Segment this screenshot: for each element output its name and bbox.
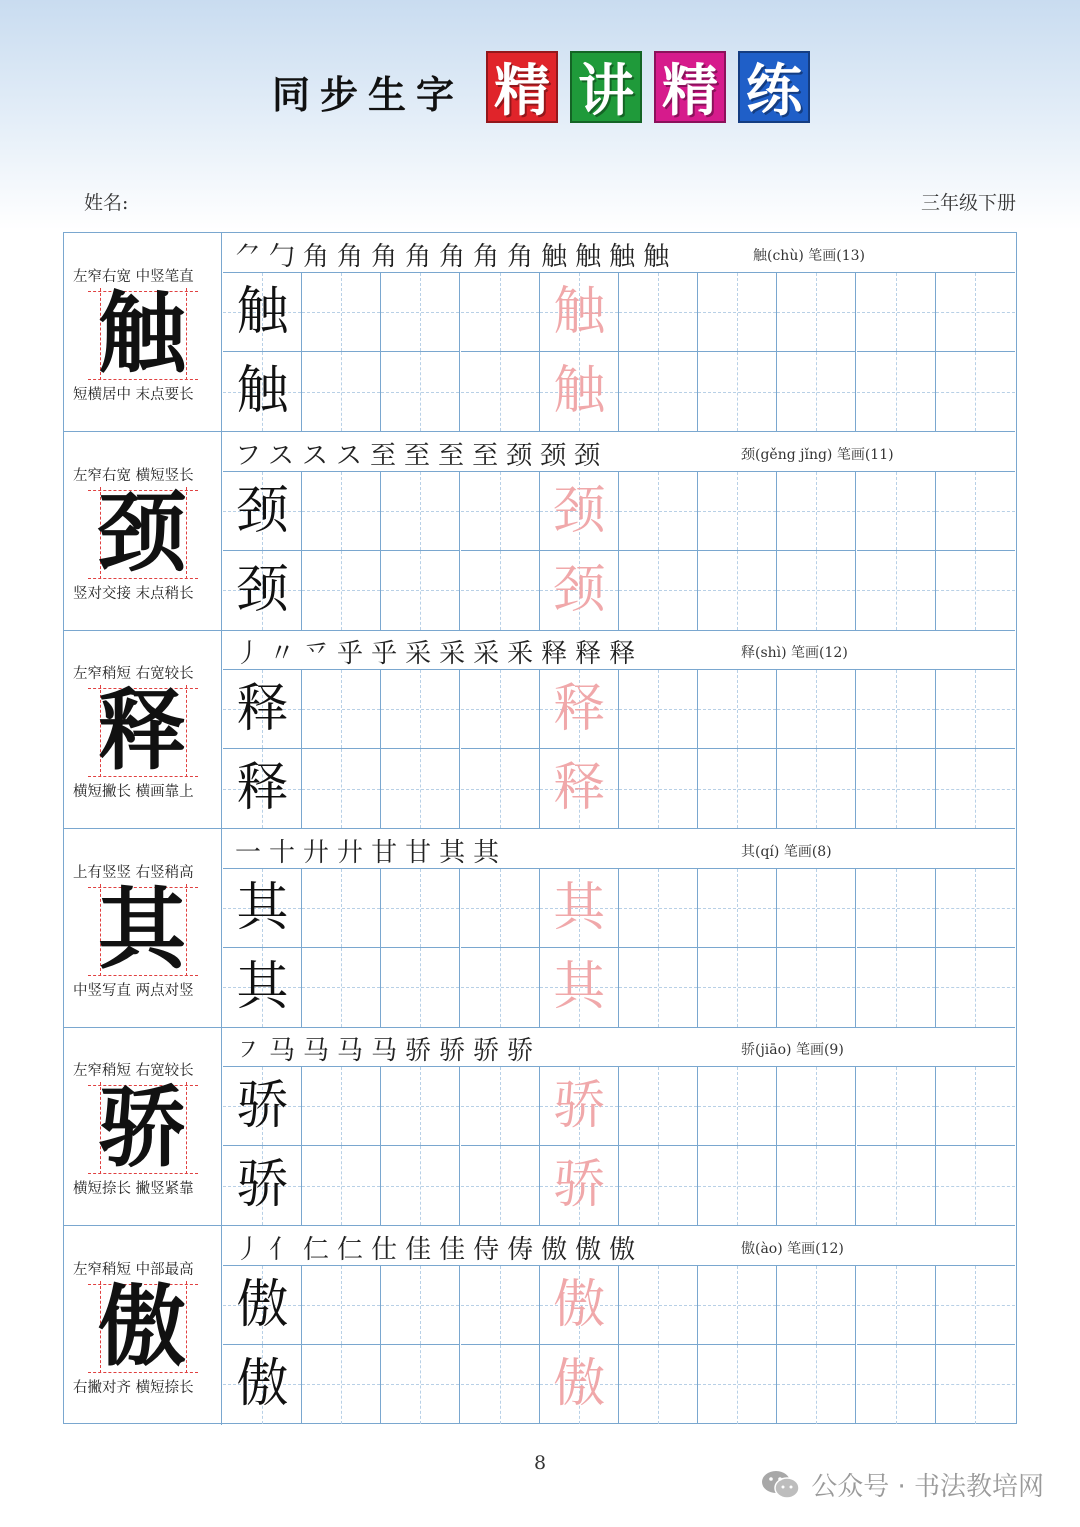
name-label: 姓名: <box>84 192 129 214</box>
practice-cell[interactable] <box>381 273 460 352</box>
stroke-step: 佳 <box>405 1234 440 1265</box>
badge-jing-2: 精 <box>654 51 726 123</box>
stroke-step: 釆 <box>507 639 542 669</box>
practice-cell[interactable] <box>936 1266 1015 1345</box>
stroke-step: 触 <box>541 242 576 272</box>
stroke-order-sequence <box>235 832 507 869</box>
stroke-step: 角 <box>473 242 508 272</box>
practice-cell[interactable] <box>777 472 856 551</box>
stroke-step: 释 <box>541 639 576 669</box>
practice-cell[interactable] <box>777 352 856 431</box>
practice-cell[interactable] <box>936 749 1015 828</box>
stroke-step: 释 <box>575 639 610 669</box>
stroke-order-row <box>223 829 1015 869</box>
practice-cell[interactable] <box>223 1345 302 1424</box>
char-block-5 <box>64 1226 1015 1425</box>
practice-cell[interactable] <box>857 1266 936 1345</box>
stroke-step: 至 <box>404 440 439 471</box>
char-tip-cell <box>64 1027 222 1225</box>
stroke-step: 甘 <box>405 837 440 868</box>
stroke-step: 颈 <box>574 440 609 471</box>
practice-cell[interactable] <box>619 869 698 948</box>
char-tip-cell <box>64 829 222 1027</box>
practice-cell[interactable] <box>777 1345 856 1424</box>
practice-cell[interactable] <box>302 1345 381 1424</box>
practice-cell[interactable] <box>223 1146 302 1225</box>
tip-bottom: 右撇对齐 横短捺长 <box>73 1379 194 1396</box>
char-tip-cell <box>64 1226 222 1425</box>
stroke-step: 角 <box>337 242 372 272</box>
stroke-step: 勹 <box>269 242 304 272</box>
practice-cell[interactable] <box>777 1266 856 1345</box>
trace-character: 骄 <box>553 1155 606 1215</box>
practice-cell[interactable] <box>619 551 698 630</box>
trace-character: 骄 <box>553 1076 606 1136</box>
practice-cell[interactable] <box>698 1146 777 1225</box>
practice-cell[interactable] <box>698 1345 777 1424</box>
stroke-step: 采 <box>473 639 508 669</box>
practice-cell[interactable] <box>698 948 777 1027</box>
model-character: 其 <box>97 876 186 981</box>
practice-cell[interactable] <box>857 273 936 352</box>
model-character: 颈 <box>97 479 186 584</box>
practice-cell[interactable] <box>381 1345 460 1424</box>
practice-cell[interactable] <box>777 749 856 828</box>
practice-cell[interactable] <box>223 1266 302 1345</box>
char-block-4 <box>64 1027 1015 1226</box>
practice-cell[interactable] <box>619 1345 698 1424</box>
practice-sheet <box>63 232 1017 1424</box>
practice-cell[interactable] <box>857 948 936 1027</box>
char-tip-cell <box>64 630 222 828</box>
practice-cell[interactable] <box>381 551 460 630</box>
sample-character: 颈 <box>236 480 289 541</box>
practice-cell[interactable] <box>381 472 460 551</box>
practice-cell[interactable] <box>223 869 302 948</box>
practice-cell[interactable] <box>461 869 540 948</box>
practice-cell[interactable] <box>302 749 381 828</box>
tianzige-grid <box>223 670 1015 828</box>
practice-cell[interactable] <box>540 1345 619 1424</box>
practice-cell[interactable] <box>223 551 302 630</box>
stroke-step: 角 <box>507 242 542 272</box>
stroke-step: 角 <box>439 242 474 272</box>
practice-cell[interactable] <box>223 352 302 431</box>
stroke-step: 马 <box>269 1036 304 1066</box>
stroke-order-sequence <box>235 633 643 670</box>
char-pinyin-strokes: 傲(ào) 笔画(12) <box>741 1240 844 1257</box>
stroke-order-sequence <box>235 1229 643 1266</box>
practice-cell[interactable] <box>302 273 381 352</box>
stroke-step: 甘 <box>371 837 406 868</box>
practice-cell[interactable] <box>857 1067 936 1146</box>
practice-cell[interactable] <box>857 670 936 749</box>
practice-cell[interactable] <box>857 1345 936 1424</box>
char-pinyin-strokes: 释(shì) 笔画(12) <box>741 645 848 661</box>
tianzige-grid <box>223 869 1015 1027</box>
stroke-step: 角 <box>371 242 406 272</box>
stroke-step: 触 <box>575 242 610 272</box>
practice-cell[interactable] <box>698 869 777 948</box>
tip-top: 左窄稍短 右宽较长 <box>73 1063 194 1079</box>
practice-cell[interactable] <box>698 472 777 551</box>
tip-bottom: 中竖写直 两点对竖 <box>73 982 194 999</box>
practice-cell[interactable] <box>223 749 302 828</box>
practice-cell[interactable] <box>619 749 698 828</box>
model-character: 骄 <box>97 1075 186 1179</box>
trace-character: 傲 <box>553 1274 606 1335</box>
stroke-step: 乎 <box>371 639 406 669</box>
page-number: 8 <box>533 1452 547 1474</box>
practice-cell[interactable] <box>619 472 698 551</box>
stroke-step: 丿 <box>235 639 270 669</box>
stroke-step: 角 <box>303 242 338 272</box>
char-pinyin-strokes: 颈(gěng jǐng) 笔画(11) <box>741 446 894 463</box>
stroke-step: 俦 <box>507 1234 542 1265</box>
stroke-step: 一 <box>235 837 270 868</box>
stroke-step: 颈 <box>540 440 575 471</box>
practice-cell[interactable] <box>619 1067 698 1146</box>
grade-label: 三年级下册 <box>920 192 1016 214</box>
practice-cell[interactable] <box>619 273 698 352</box>
practice-cell[interactable] <box>698 1067 777 1146</box>
practice-cell[interactable] <box>223 472 302 551</box>
practice-cell[interactable] <box>936 273 1015 352</box>
stroke-step: 释 <box>609 639 644 669</box>
practice-cell[interactable] <box>381 1067 460 1146</box>
char-pinyin-strokes: 其(qí) 笔画(8) <box>741 843 832 860</box>
practice-cell[interactable] <box>619 1146 698 1225</box>
header-badges <box>486 51 810 123</box>
practice-cell[interactable] <box>936 472 1015 551</box>
practice-cell[interactable] <box>540 472 619 551</box>
practice-cell[interactable] <box>698 670 777 749</box>
practice-cell[interactable] <box>461 352 540 431</box>
practice-cell[interactable] <box>698 352 777 431</box>
practice-cell[interactable] <box>461 948 540 1027</box>
practice-cell[interactable] <box>619 670 698 749</box>
tianzige-grid <box>223 1266 1015 1424</box>
practice-cell[interactable] <box>540 1067 619 1146</box>
practice-cell[interactable] <box>698 1266 777 1345</box>
stroke-step: 骄 <box>473 1036 508 1066</box>
practice-cell[interactable] <box>936 1146 1015 1225</box>
stroke-step: ⺈ <box>235 242 270 272</box>
model-character: 傲 <box>97 1273 186 1378</box>
practice-cell[interactable] <box>936 670 1015 749</box>
practice-cell[interactable] <box>540 749 619 828</box>
stroke-step: 至 <box>438 440 473 471</box>
stroke-step: 仁 <box>337 1234 372 1265</box>
tip-bottom: 竖对交接 末点稍长 <box>73 585 194 602</box>
practice-cell[interactable] <box>777 273 856 352</box>
practice-cell[interactable] <box>777 1146 856 1225</box>
watermark <box>761 1466 1044 1503</box>
stroke-step: ス <box>267 440 302 471</box>
practice-cell[interactable] <box>936 1345 1015 1424</box>
stroke-order-row <box>223 1027 1015 1067</box>
sample-character: 骄 <box>236 1155 289 1215</box>
stroke-step: ㇇ <box>235 1036 270 1066</box>
stroke-step: 骄 <box>507 1036 542 1066</box>
stroke-step: 触 <box>643 242 678 272</box>
practice-cell[interactable] <box>223 273 302 352</box>
stroke-step: 至 <box>472 440 507 471</box>
char-tip-cell <box>64 233 222 431</box>
stroke-order-row <box>223 233 1015 273</box>
tip-bottom: 短横居中 末点要长 <box>73 387 194 403</box>
sample-character: 触 <box>236 361 289 421</box>
practice-cell[interactable] <box>223 670 302 749</box>
tianzige-grid <box>223 472 1015 630</box>
char-block-3 <box>64 829 1015 1028</box>
tianzige-grid <box>223 273 1015 431</box>
practice-cell[interactable] <box>302 1266 381 1345</box>
stroke-step: ス <box>336 440 371 471</box>
practice-cell[interactable] <box>936 948 1015 1027</box>
model-character: 释 <box>97 678 186 782</box>
stroke-step: 颈 <box>506 440 541 471</box>
tip-top: 左窄右宽 横短竖长 <box>73 467 194 484</box>
practice-cell[interactable] <box>540 352 619 431</box>
sample-character: 傲 <box>236 1274 289 1335</box>
stroke-step: 乊 <box>303 639 338 669</box>
practice-cell[interactable] <box>936 869 1015 948</box>
char-block-1 <box>64 432 1015 631</box>
stroke-step: 傲 <box>609 1234 644 1265</box>
stroke-step: 仁 <box>303 1234 338 1265</box>
trace-character: 触 <box>553 282 606 342</box>
practice-cell[interactable] <box>619 948 698 1027</box>
practice-cell[interactable] <box>540 551 619 630</box>
practice-cell[interactable] <box>619 352 698 431</box>
practice-cell[interactable] <box>461 1345 540 1424</box>
trace-character: 其 <box>553 877 606 938</box>
tip-top: 左窄稍短 中部最高 <box>73 1261 194 1278</box>
practice-cell[interactable] <box>857 749 936 828</box>
practice-cell[interactable] <box>461 749 540 828</box>
stroke-order-sequence <box>235 1030 541 1067</box>
practice-cell[interactable] <box>223 948 302 1027</box>
trace-character: 傲 <box>553 1353 606 1414</box>
stroke-order-row <box>223 1226 1015 1266</box>
practice-cell[interactable] <box>302 1067 381 1146</box>
practice-cell[interactable] <box>857 472 936 551</box>
stroke-step: ス <box>301 440 336 471</box>
practice-cell[interactable] <box>381 670 460 749</box>
tip-bottom: 横短捺长 撇竖紧靠 <box>73 1181 194 1197</box>
practice-cell[interactable] <box>540 948 619 1027</box>
tip-top: 左窄稍短 右宽较长 <box>73 666 194 682</box>
practice-cell[interactable] <box>381 352 460 431</box>
practice-cell[interactable] <box>461 273 540 352</box>
trace-character: 释 <box>553 758 606 818</box>
stroke-step: 〃 <box>269 639 304 669</box>
tip-bottom: 横短撇长 横画靠上 <box>73 784 194 800</box>
stroke-step: 马 <box>337 1036 372 1066</box>
stroke-step: 廾 <box>337 837 372 868</box>
sample-character: 释 <box>236 679 289 739</box>
practice-cell[interactable] <box>302 948 381 1027</box>
practice-cell[interactable] <box>777 551 856 630</box>
char-pinyin-strokes: 触(chù) 笔画(13) <box>753 248 865 264</box>
stroke-step: 其 <box>439 837 474 868</box>
sample-character: 触 <box>236 282 289 342</box>
practice-cell[interactable] <box>302 352 381 431</box>
practice-cell[interactable] <box>698 551 777 630</box>
practice-cell[interactable] <box>777 869 856 948</box>
practice-cell[interactable] <box>302 869 381 948</box>
practice-cell[interactable] <box>540 869 619 948</box>
header-title: 同步生字 <box>272 73 465 117</box>
practice-cell[interactable] <box>698 749 777 828</box>
stroke-step: 傲 <box>575 1234 610 1265</box>
practice-cell[interactable] <box>936 352 1015 431</box>
sample-character: 其 <box>236 877 289 938</box>
wechat-icon <box>761 1469 801 1501</box>
sample-character: 傲 <box>236 1353 289 1414</box>
stroke-step: 马 <box>303 1036 338 1066</box>
stroke-step: 触 <box>609 242 644 272</box>
tianzige-grid <box>223 1067 1015 1225</box>
stroke-order-sequence <box>235 236 677 273</box>
practice-cell[interactable] <box>936 551 1015 630</box>
sample-character: 骄 <box>236 1076 289 1136</box>
practice-cell[interactable] <box>777 670 856 749</box>
stroke-step: 十 <box>269 837 304 868</box>
practice-cell[interactable] <box>302 1146 381 1225</box>
stroke-order-row <box>223 432 1015 472</box>
sample-character: 颈 <box>236 559 289 620</box>
practice-cell[interactable] <box>461 1146 540 1225</box>
stroke-step: 侍 <box>473 1234 508 1265</box>
trace-character: 触 <box>553 361 606 421</box>
stroke-step: 亻 <box>269 1234 304 1265</box>
stroke-step: 采 <box>439 639 474 669</box>
trace-character: 释 <box>553 679 606 739</box>
practice-cell[interactable] <box>857 352 936 431</box>
tip-top: 左窄右宽 中竖笔直 <box>73 269 194 285</box>
stroke-step: 其 <box>473 837 508 868</box>
practice-cell[interactable] <box>381 1266 460 1345</box>
practice-cell[interactable] <box>461 1266 540 1345</box>
practice-cell[interactable] <box>461 551 540 630</box>
trace-character: 其 <box>553 956 606 1017</box>
practice-cell[interactable] <box>857 869 936 948</box>
practice-cell[interactable] <box>381 1146 460 1225</box>
practice-cell[interactable] <box>857 1146 936 1225</box>
practice-cell[interactable] <box>540 1146 619 1225</box>
badge-jiang: 讲 <box>570 51 642 123</box>
practice-cell[interactable] <box>936 1067 1015 1146</box>
watermark-text: 公众号 · 书法教培网 <box>811 1472 1044 1502</box>
practice-cell[interactable] <box>698 273 777 352</box>
practice-cell[interactable] <box>381 749 460 828</box>
badge-lian: 练 <box>738 51 810 123</box>
practice-cell[interactable] <box>540 1266 619 1345</box>
stroke-step: 乎 <box>337 639 372 669</box>
sample-character: 其 <box>236 956 289 1017</box>
stroke-step: 丿 <box>235 1234 270 1265</box>
practice-cell[interactable] <box>777 948 856 1027</box>
char-block-2 <box>64 630 1015 829</box>
char-tip-cell <box>64 432 222 630</box>
stroke-order-sequence <box>235 435 608 472</box>
trace-character: 颈 <box>553 559 606 620</box>
practice-cell[interactable] <box>461 670 540 749</box>
tip-top: 上有竖竖 右竖稍高 <box>73 864 194 881</box>
stroke-step: 至 <box>370 440 405 471</box>
char-block-0 <box>64 233 1015 432</box>
stroke-step: 角 <box>405 242 440 272</box>
practice-cell[interactable] <box>777 1067 856 1146</box>
stroke-step: 骄 <box>405 1036 440 1066</box>
practice-cell[interactable] <box>381 948 460 1027</box>
sample-character: 释 <box>236 758 289 818</box>
stroke-step: フ <box>235 440 268 471</box>
badge-jing-1: 精 <box>486 51 558 123</box>
trace-character: 颈 <box>553 480 606 541</box>
stroke-step: 采 <box>405 639 440 669</box>
stroke-order-row <box>223 630 1015 670</box>
practice-cell[interactable] <box>619 1266 698 1345</box>
char-pinyin-strokes: 骄(jiāo) 笔画(9) <box>741 1042 844 1058</box>
practice-cell[interactable] <box>461 472 540 551</box>
practice-cell[interactable] <box>381 869 460 948</box>
stroke-step: 仕 <box>371 1234 406 1265</box>
stroke-step: 佳 <box>439 1234 474 1265</box>
practice-cell[interactable] <box>857 551 936 630</box>
stroke-step: 马 <box>371 1036 406 1066</box>
practice-cell[interactable] <box>302 670 381 749</box>
stroke-step: 廾 <box>303 837 338 868</box>
practice-cell[interactable] <box>302 472 381 551</box>
practice-cell[interactable] <box>540 670 619 749</box>
practice-cell[interactable] <box>540 273 619 352</box>
practice-cell[interactable] <box>302 551 381 630</box>
model-character: 触 <box>97 281 186 385</box>
stroke-step: 傲 <box>541 1234 576 1265</box>
practice-cell[interactable] <box>461 1067 540 1146</box>
practice-cell[interactable] <box>223 1067 302 1146</box>
stroke-step: 骄 <box>439 1036 474 1066</box>
